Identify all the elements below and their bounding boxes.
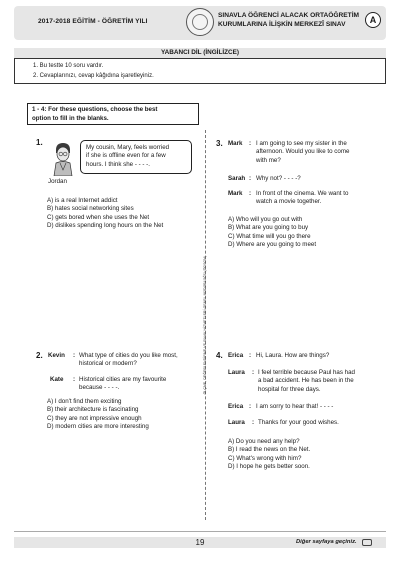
bubble-line: My cousin, Mary, feels worried [86, 144, 170, 151]
subject-title: YABANCI DİL (İNGİLİZCE) [14, 48, 386, 58]
seal-emblem-icon [192, 14, 208, 30]
question-4-options [228, 438, 310, 472]
dialogue-text: Historical cities are my favourite [79, 376, 167, 383]
speaker-laura: Laura [228, 369, 245, 376]
next-page-icon [362, 539, 372, 546]
speaker-colon: : [249, 403, 252, 410]
speaker-colon: : [73, 376, 76, 383]
dialogue-text: Why not? - - - -? [256, 175, 301, 182]
dialogue-text: Hi, Laura. How are things? [256, 352, 330, 359]
speaker-mark: Mark [228, 140, 243, 147]
dialogue-text: I am going to see my sister in the [256, 140, 347, 147]
speaker-kate: Kate [50, 376, 64, 383]
speech-bubble [80, 140, 192, 174]
speaker-colon: : [249, 352, 252, 359]
dialogue-text: with me? [256, 156, 281, 164]
section-instruction-box [27, 103, 199, 125]
dialogue-text: In front of the cinema. We want to [256, 190, 349, 197]
dialogue-line [79, 376, 166, 393]
bubble-line: hours. I think she - - - -. [86, 160, 150, 168]
bubble-line: if she is offline even for a few [86, 152, 166, 160]
booklet-type-badge: A [365, 12, 381, 28]
option-d[interactable]: D) dislikes spending long hours on the Net [47, 222, 164, 230]
dialogue-text: afternoon. Would you like to come [256, 148, 350, 156]
dialogue-text: I am sorry to hear that! - - - - [256, 403, 334, 410]
option-a[interactable]: A) is a real Internet addict [47, 197, 118, 204]
dialogue-text: What type of cities do you like most, [79, 352, 178, 359]
dialogue-text: I feel terrible because Paul has had [258, 369, 355, 376]
speaker-sarah: Sarah [228, 175, 246, 182]
dialogue-text: a bad accident. He has been in the [258, 377, 354, 385]
speaker-laura: Laura [228, 419, 245, 426]
dialogue-text: Thanks for your good wishes. [258, 419, 339, 426]
section-instruction-line2: option to fill in the blanks. [32, 114, 109, 122]
dialogue-line [256, 140, 349, 165]
instructions-box [14, 58, 386, 84]
option-c[interactable]: C) What time will you go there [228, 232, 311, 240]
speaker-colon: : [252, 369, 255, 376]
speaker-colon: : [252, 419, 255, 426]
instruction-2: 2. Cevaplarınızı, cevap kâğıdına işaretleyiniz. [33, 73, 154, 79]
dialogue-line [258, 369, 355, 394]
option-c[interactable]: C) gets bored when she uses the Net [47, 213, 150, 221]
dialogue-text: historical or modern? [79, 360, 137, 368]
question-3-number: 3. [216, 139, 223, 148]
academic-year-title: 2017-2018 EĞİTİM - ÖĞRETİM YILI [38, 18, 148, 25]
jordan-illustration-icon [50, 140, 76, 176]
question-2-options [47, 398, 149, 432]
option-b[interactable]: B) I read the news on the Net. [228, 446, 311, 454]
dialogue-text: because - - - -. [79, 384, 120, 392]
option-c[interactable]: C) they are not impressive enough [47, 414, 142, 422]
option-d[interactable]: D) modern cities are more interesting [47, 423, 149, 431]
section-instruction-line1: 1 - 4: For these questions, choose the best [32, 106, 158, 113]
dialogue-line [79, 352, 178, 369]
option-b[interactable]: B) hates social networking sites [47, 205, 134, 213]
option-a[interactable]: A) Do you need any help? [228, 438, 300, 445]
dialogue-text: watch a movie together. [256, 198, 322, 206]
instruction-1: 1. Bu testte 10 soru vardır. [33, 63, 104, 69]
speaker-kevin: Kevin [48, 352, 65, 359]
speaker-colon: : [249, 140, 252, 147]
option-b[interactable]: B) their architecture is fascinating [47, 406, 139, 414]
speaker-erica: Erica [228, 352, 244, 359]
option-a[interactable]: A) Who will you go out with [228, 216, 303, 223]
question-1-options [47, 197, 163, 231]
speaker-colon: : [249, 175, 252, 182]
dialogue-text: hospital for three days. [258, 385, 321, 393]
question-4-number: 4. [216, 351, 223, 360]
page-number: 19 [195, 538, 205, 547]
option-b[interactable]: B) What are you going to buy [228, 224, 309, 232]
option-c[interactable]: C) What's wrong with him? [228, 454, 302, 462]
exam-title [218, 11, 359, 29]
exam-title-line2: KURUMLARINA İLİŞKİN MERKEZÎ SINAV [218, 21, 346, 28]
speaker-colon: : [73, 352, 76, 359]
option-d[interactable]: D) I hope he gets better soon. [228, 463, 310, 471]
side-vertical-text: ÖLÇME, DEĞERLENDİRME VE SINAV HİZMETLERİ GENEL MÜDÜRLÜĞÜ (ÖDSGM) [203, 255, 207, 395]
dialogue-line [256, 190, 348, 207]
question-1-number: 1. [36, 138, 43, 147]
speaker-mark: Mark [228, 190, 243, 197]
next-page-note: Diğer sayfaya geçiniz. [296, 539, 357, 545]
option-a[interactable]: A) I don't find them exciting [47, 398, 122, 405]
exam-title-line1: SINAVLA ÖĞRENCİ ALACAK ORTAÖĞRETİM [218, 12, 360, 19]
question-2-number: 2. [36, 351, 43, 360]
character-name-jordan: Jordan [48, 178, 67, 185]
option-d[interactable]: D) Where are you going to meet [228, 241, 317, 249]
footer-rule [14, 531, 386, 532]
question-3-options [228, 216, 316, 250]
speaker-colon: : [249, 190, 252, 197]
speaker-erica: Erica [228, 403, 244, 410]
